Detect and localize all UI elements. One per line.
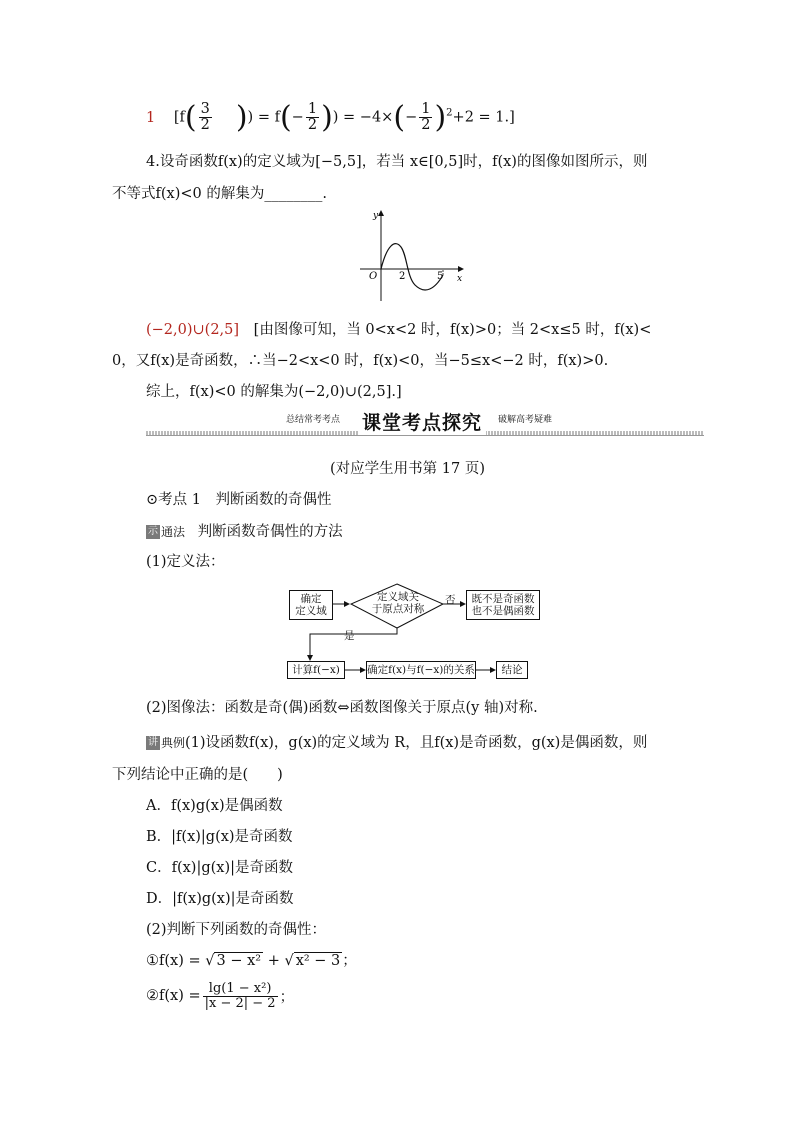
flow-box-compute: 计算f(−x): [287, 661, 345, 679]
flow-yes-label: 是: [344, 630, 355, 642]
example-line1: 讲 典例(1)设函数f(x)，g(x)的定义域为 R，且f(x)是奇函数，g(x)是偶函数，则: [148, 735, 648, 751]
method-heading: 示 通法 判断函数奇偶性的方法: [148, 524, 343, 540]
option-a: A．f(x)g(x)是偶函数: [146, 798, 283, 814]
fraction: $\frac{3}{2}$: [200, 100, 210, 133]
part2-heading: (2)判断下列函数的奇偶性：: [146, 922, 327, 938]
q4-answer-line2: 0，又f(x)是奇函数，∴当−2<x<0 时，f(x)<0，当−5≤x<−2 时，f(x)>0.: [112, 353, 609, 369]
y-label: y: [373, 211, 379, 221]
function-1: ①f(x) = √ 3 − x² + √ x² − 3 ；: [146, 953, 357, 969]
section-banner: [146, 410, 704, 438]
banner-title: 课堂考点探究: [358, 408, 486, 435]
q4-answer-line1: (−2,0)∪(2,5] [由图像可知，当 0<x<2 时，f(x)>0；当 2<x≤5 时，f(x)<: [146, 322, 652, 338]
flow-diamond-label: 定义域关 于原点对称: [371, 591, 425, 615]
knowledge-point-title: ⊙考点 1 判断函数的奇偶性: [146, 492, 332, 508]
tick-2: 2: [399, 271, 406, 282]
q4-line2: 不等式f(x)<0 的解集为________.: [112, 186, 327, 202]
q3-number: 1: [146, 109, 156, 126]
q4-answer-line3: 综上，f(x)<0 的解集为(−2,0)∪(2,5].]: [146, 384, 402, 400]
banner-right: 破解高考疑难: [498, 415, 553, 425]
flow-no-label: 否: [445, 594, 456, 606]
option-c: C．f(x)|g(x)|是奇函数: [146, 860, 293, 876]
flow-box-determine-domain: 确定 定义域: [289, 590, 333, 620]
option-d: D．|f(x)g(x)|是奇函数: [146, 891, 294, 907]
tick-5: 5: [437, 271, 444, 282]
example-line2: 下列结论中正确的是( ): [112, 767, 283, 783]
q3-answer: 1 [f( $\frac{3}{2}$ )) = f(− $\frac{1}{2}$ )) = −4×(− $\frac{1}{2}$ )$^2$+2 = 1.]: [146, 100, 515, 135]
flow-box-conclusion: 结论: [496, 661, 528, 679]
banner-left: 总结常考考点: [286, 415, 341, 425]
option-b: B．|f(x)|g(x)是奇函数: [146, 829, 293, 845]
page-reference: (对应学生用书第 17 页): [330, 461, 485, 477]
fraction: $\frac{1}{2}$: [421, 100, 431, 133]
definition-method: (1)定义法：: [146, 554, 225, 570]
example-tag: 讲: [148, 737, 158, 748]
fraction: $\frac{1}{2}$: [307, 100, 318, 133]
q4-line1: 4.设奇函数f(x)的定义域为[−5,5]，若当 x∈[0,5]时，f(x)的图像如图所示，则: [146, 154, 648, 170]
function-curve: [381, 244, 443, 290]
function-2: ②f(x) = $\frac{\text{lg(1 − x²)}}{|x - 2| - 2}$ ；: [146, 981, 295, 1011]
method-tag: 示: [148, 526, 158, 537]
function-graph: [355, 205, 470, 305]
flow-box-relation: 确定f(x)与f(−x)的关系: [366, 661, 476, 679]
x-label: x: [457, 274, 463, 284]
origin-label: O: [369, 271, 378, 282]
graph-method: (2)图像法：函数是奇(偶)函数⇔函数图像关于原点(y 轴)对称.: [146, 700, 538, 716]
flow-box-neither: 既不是奇函数 也不是偶函数: [466, 590, 540, 620]
